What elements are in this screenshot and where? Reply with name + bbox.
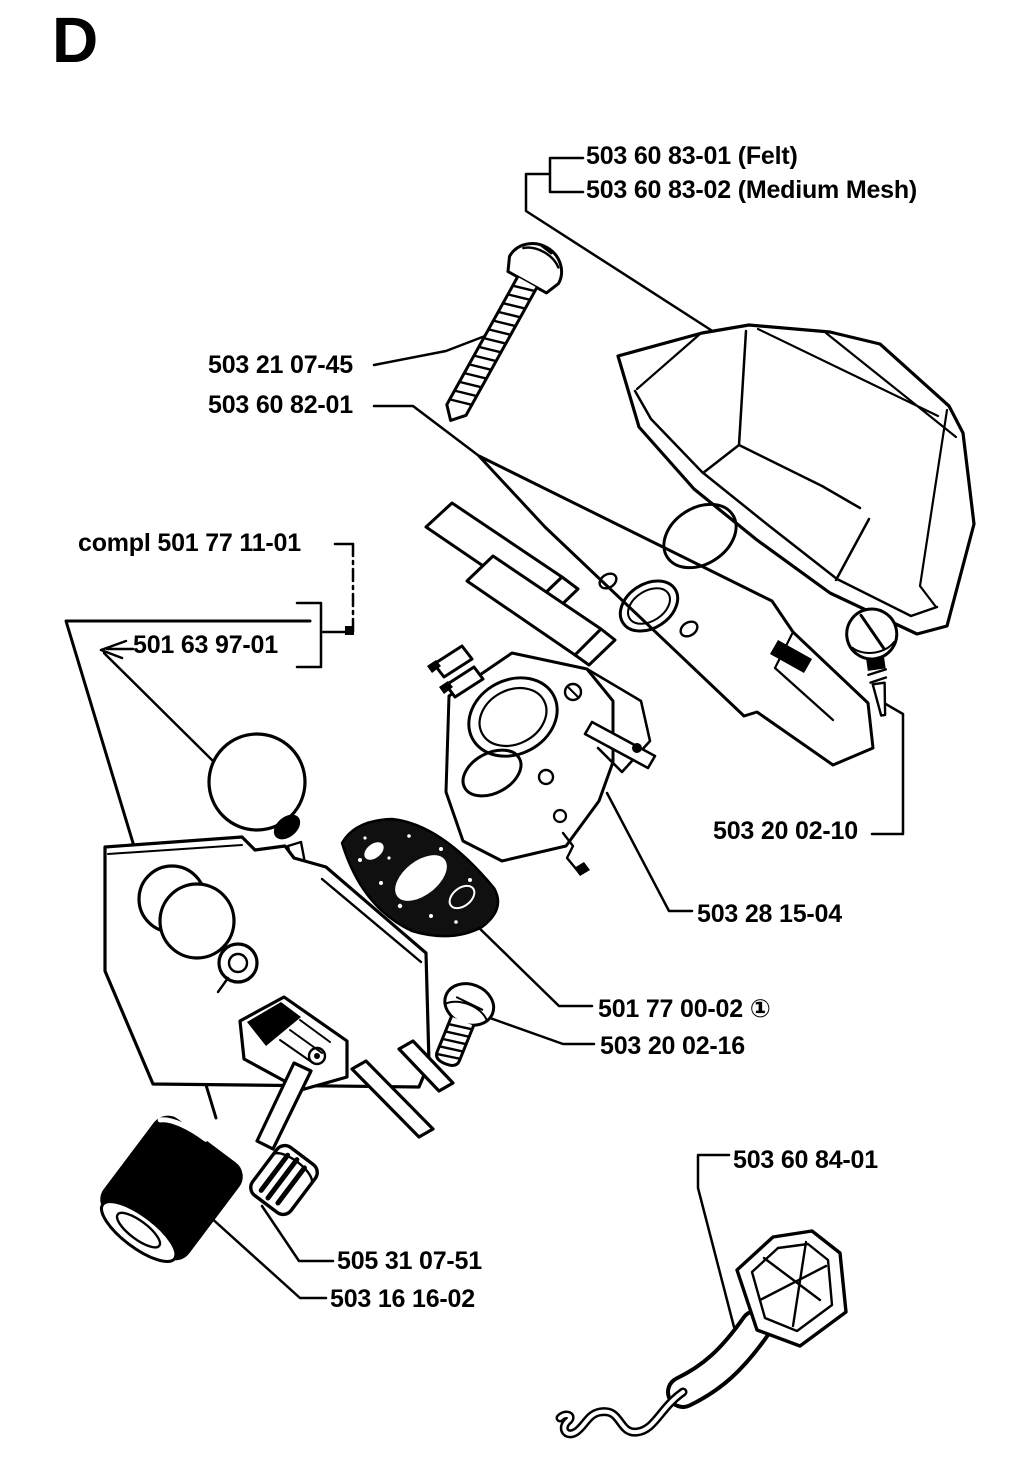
part-label-filter-holder-plate: 503 60 82-01: [208, 391, 353, 419]
part-label-knurled-knob: 503 16 16-02: [330, 1285, 475, 1313]
baffle-hole: [160, 884, 234, 958]
part-label-carburetor: 503 28 15-04: [697, 900, 842, 928]
leader-carburetor: [607, 793, 692, 911]
part-label-baffle-screw: 503 20 02-16: [600, 1032, 745, 1060]
stud-shaft: [873, 683, 889, 716]
part-label-air-baffle: 501 63 97-01: [133, 631, 278, 659]
carburetor: [427, 646, 655, 876]
leader-baffle-screw: [490, 1018, 594, 1044]
part-label-intake-elbow: 503 60 84-01: [733, 1146, 878, 1174]
baffle-screw: [422, 977, 500, 1074]
cover-screw-long: [426, 234, 571, 434]
elbow-body-inner: [683, 1326, 756, 1392]
leader-sleeve: [262, 1206, 333, 1261]
leader-stud-screw: [872, 703, 903, 834]
part-label-sleeve: 505 31 07-51: [337, 1247, 482, 1275]
leader-knob: [198, 1206, 326, 1298]
carb-needle-tip: [574, 862, 590, 876]
part-label-complete-assembly: compl 501 77 11-01: [78, 529, 301, 557]
leader-gasket: [474, 923, 592, 1006]
part-label-cover-stud-screw: 503 20 02-10: [713, 817, 858, 845]
stud-threads: [868, 669, 887, 682]
part-label-air-filter-felt: 503 60 83-01 (Felt): [586, 142, 798, 170]
intake-elbow: [560, 1231, 846, 1434]
part-label-air-filter-medium-mesh: 503 60 83-02 (Medium Mesh): [586, 176, 918, 204]
part-label-carburetor-gasket: 501 77 00-02 ①: [598, 995, 771, 1023]
screw-shaft: [441, 277, 537, 426]
leader-baffle-bracket: [297, 603, 321, 667]
carb-lever-pivot: [632, 743, 642, 753]
baffle-grommet-outer: [219, 944, 257, 982]
sleeve: [247, 1142, 321, 1219]
leader-baffle-arrow-lines: [101, 641, 214, 762]
leader-compl-node: [345, 626, 354, 635]
part-label-cover-screw-long: 503 21 07-45: [208, 351, 353, 379]
baffle-clamp-bolt-center: [314, 1053, 320, 1059]
section-letter: D: [52, 4, 99, 76]
knurled-knob: [88, 1109, 249, 1275]
leader-elbow: [698, 1155, 734, 1327]
air-baffle-assembly: [105, 734, 453, 1149]
